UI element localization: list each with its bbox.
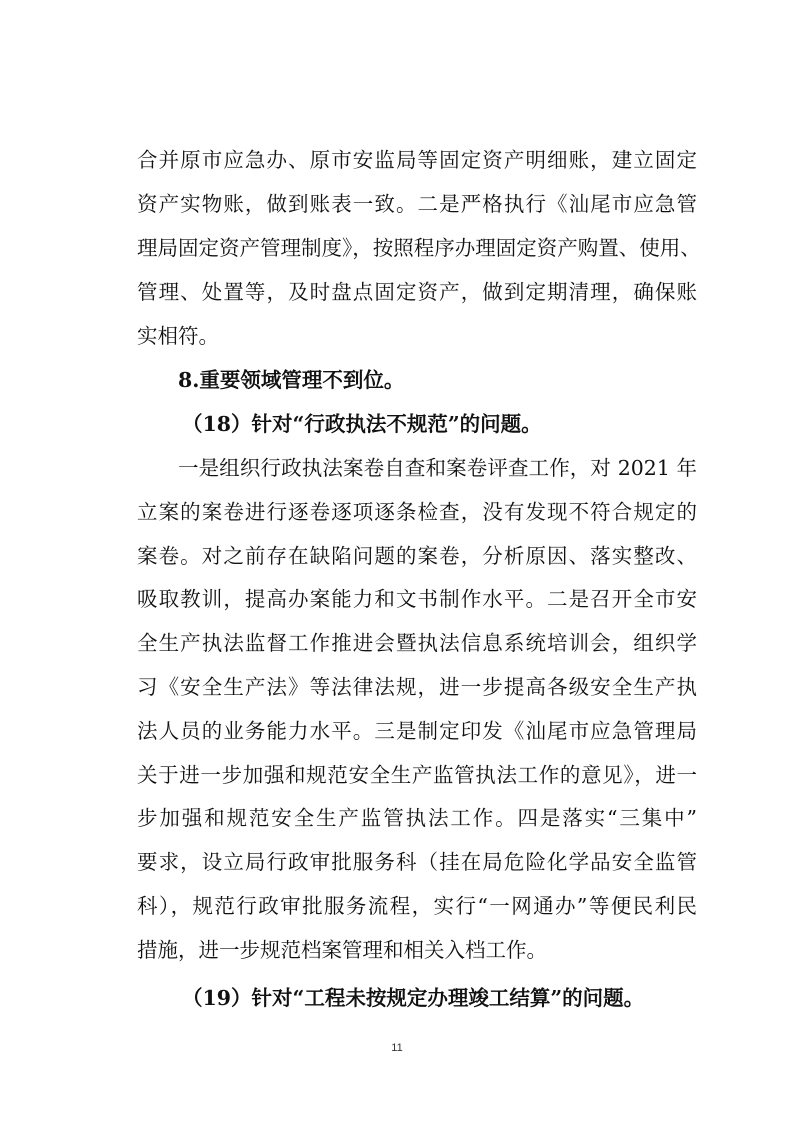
text-line: 吸取教训，提高办案能力和文书制作水平。二是召开全市安 bbox=[137, 587, 697, 612]
text-line: 管理、处置等，及时盘点固定资产，做到定期清理，确保账 bbox=[137, 280, 697, 304]
text-line: 一是组织行政执法案卷自查和案卷评查工作，对 2021 年 bbox=[178, 456, 697, 480]
text-line: 案卷。对之前存在缺陷问题的案卷，分析原因、落实整改、 bbox=[137, 543, 697, 568]
text-line: 理局固定资产管理制度》，按照程序办理固定资产购置、使用、 bbox=[137, 236, 701, 260]
text-line: 全生产执法监督工作推进会暨执法信息系统培训会，组织学 bbox=[137, 631, 697, 656]
text-line: 措施，进一步规范档案管理和相关入档工作。 bbox=[137, 937, 547, 962]
section-heading: 8.重要领域管理不到位。 bbox=[178, 368, 405, 392]
page-number: 11 bbox=[391, 1042, 403, 1054]
text-line: 合并原市应急办、原市安监局等固定资产明细账，建立固定 bbox=[137, 148, 697, 172]
item-heading-18: （18）针对“行政执法不规范”的问题。 bbox=[182, 412, 542, 436]
text-line: 要求，设立局行政审批服务科（挂在局危险化学品安全监管 bbox=[137, 850, 697, 875]
item-heading-19: （19）针对“工程未按规定办理竣工结算”的问题。 bbox=[182, 985, 645, 1010]
text-line: 法人员的业务能力水平。三是制定印发《汕尾市应急管理局 bbox=[137, 718, 697, 743]
text-line: 科），规范行政审批服务流程，实行“一网通办”等便民利民 bbox=[137, 894, 697, 918]
text-line: 实相符。 bbox=[137, 324, 219, 348]
text-line: 立案的案卷进行逐卷逐项逐条检查，没有发现不符合规定的 bbox=[137, 499, 697, 524]
text-line: 关于进一步加强和规范安全生产监管执法工作的意见》，进一 bbox=[137, 762, 697, 787]
text-line: 步加强和规范安全生产监管执法工作。四是落实“三集中” bbox=[137, 806, 697, 831]
text-line: 习《安全生产法》等法律法规，进一步提高各级安全生产执 bbox=[137, 675, 697, 699]
text-line: 资产实物账，做到账表一致。二是严格执行《汕尾市应急管 bbox=[137, 192, 697, 216]
